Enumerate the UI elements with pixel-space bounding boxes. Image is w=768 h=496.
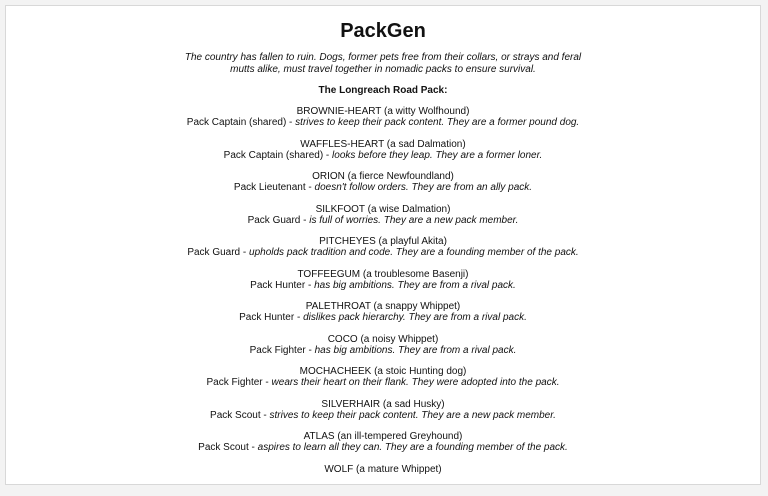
member-entry: [6, 334, 760, 367]
member-role-line: [6, 377, 760, 388]
member-description: is full of worries. They are a new pack member.: [309, 215, 518, 226]
intro-text: The country has fallen to ruin. Dogs, former pets free from their collars, or strays and feral mutts alike, must travel together in nomadic packs to ensure survival.: [173, 52, 593, 76]
member-description: strives to keep their pack content. They are a new pack member.: [270, 410, 556, 421]
member-description: doesn't follow orders. They are from an ally pack.: [315, 182, 533, 193]
page-title: PackGen: [6, 19, 760, 43]
member-role: Pack Captain (shared) -: [224, 150, 332, 161]
member-name: BROWNIE-HEART (a witty Wolfhound): [6, 106, 760, 117]
member-description: aspires to learn all they can. They are a founding member of the pack.: [258, 442, 568, 453]
member-role-line: [6, 280, 760, 291]
member-role-line: [6, 117, 760, 128]
member-entry: [6, 269, 760, 302]
member-entry: [6, 366, 760, 399]
member-entry: [6, 204, 760, 237]
member-description: wears their heart on their flank. They were adopted into the pack.: [272, 377, 560, 388]
member-role-line: [6, 215, 760, 226]
member-name: WAFFLES-HEART (a sad Dalmation): [6, 139, 760, 150]
member-role: Pack Hunter -: [239, 312, 303, 323]
member-description: upholds pack tradition and code. They are a founding member of the pack.: [249, 247, 579, 258]
member-description: looks before they leap. They are a former loner.: [332, 150, 542, 161]
member-name: PALETHROAT (a snappy Whippet): [6, 301, 760, 312]
member-role-line: [6, 150, 760, 161]
member-name: ORION (a fierce Newfoundland): [6, 171, 760, 182]
member-role: Pack Fighter -: [207, 377, 272, 388]
member-role: Pack Captain (shared) -: [187, 117, 295, 128]
member-entry: [6, 236, 760, 269]
member-role: Pack Scout -: [210, 410, 269, 421]
member-entry: [6, 106, 760, 139]
member-name: SILKFOOT (a wise Dalmation): [6, 204, 760, 215]
member-role: Pack Lieutenant -: [234, 182, 315, 193]
member-role-line: [6, 182, 760, 193]
member-name: MOCHACHEEK (a stoic Hunting dog): [6, 366, 760, 377]
member-entry: [6, 139, 760, 172]
member-role: Pack Fighter -: [250, 345, 315, 356]
member-role: Pack Guard -: [248, 215, 310, 226]
member-role: Pack Guard -: [187, 247, 249, 258]
member-description: dislikes pack hierarchy. They are from a rival pack.: [303, 312, 527, 323]
member-name: COCO (a noisy Whippet): [6, 334, 760, 345]
member-entry: [6, 171, 760, 204]
member-name: ATLAS (an ill-tempered Greyhound): [6, 431, 760, 442]
member-description: strives to keep their pack content. They are a former pound dog.: [295, 117, 579, 128]
member-role-line: [6, 345, 760, 356]
member-list: [6, 106, 760, 496]
member-entry: [6, 301, 760, 334]
member-role: Pack Hunter -: [250, 280, 314, 291]
member-description: has big ambitions. They are from a rival pack.: [315, 345, 517, 356]
member-description: has big ambitions. They are from a rival pack.: [314, 280, 516, 291]
member-role: Pack Scout -: [198, 442, 257, 453]
member-name: WOLF (a mature Whippet): [6, 464, 760, 475]
member-role-line: [6, 247, 760, 258]
member-entry: [6, 431, 760, 464]
member-role-line: [6, 442, 760, 453]
member-name: TOFFEEGUM (a troublesome Basenji): [6, 269, 760, 280]
member-name: PITCHEYES (a playful Akita): [6, 236, 760, 247]
member-role-line: [6, 410, 760, 421]
member-name: SILVERHAIR (a sad Husky): [6, 399, 760, 410]
member-role-line: [6, 312, 760, 323]
member-entry: [6, 399, 760, 432]
pack-name: The Longreach Road Pack:: [6, 85, 760, 97]
content-card: [5, 5, 761, 485]
